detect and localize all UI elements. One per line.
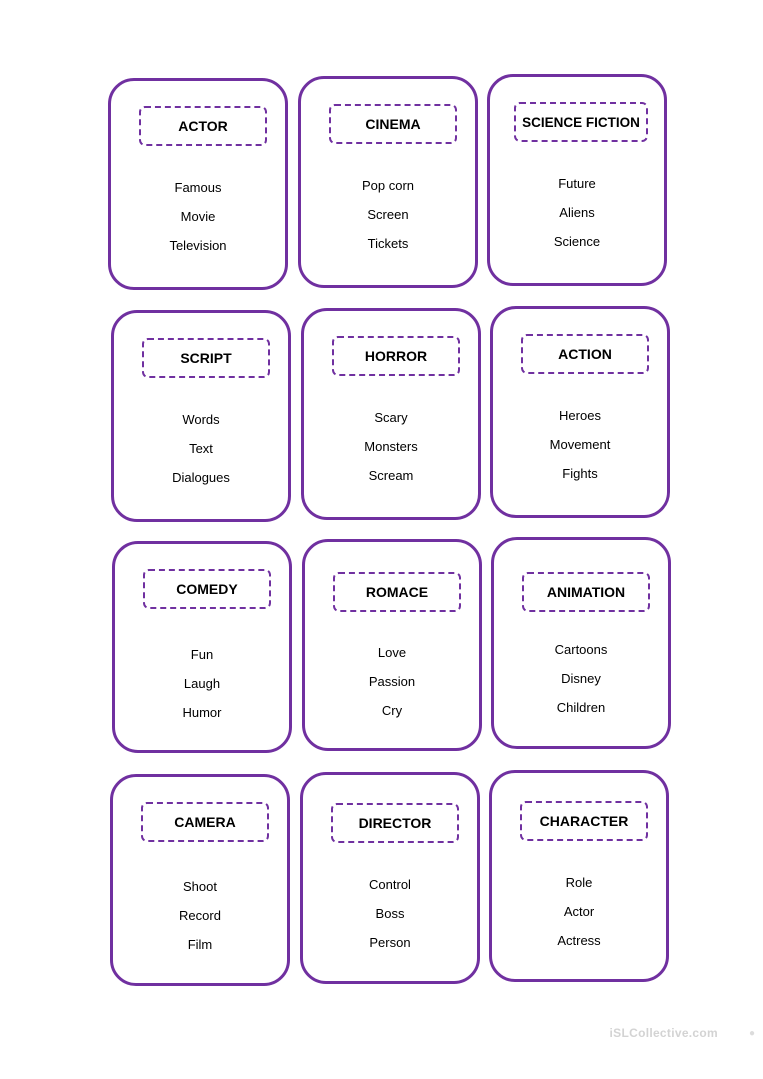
- card-word: Role: [565, 875, 593, 890]
- card-word: Actress: [557, 933, 601, 948]
- card-word: Control: [369, 877, 411, 892]
- card-action: [490, 306, 670, 518]
- card-word: Cry: [381, 703, 403, 718]
- card-title: COMEDY: [143, 569, 271, 609]
- card-word: Heroes: [559, 408, 601, 423]
- card-character: [489, 770, 669, 982]
- card-title: CINEMA: [329, 104, 457, 144]
- card-word: Aliens: [559, 205, 595, 220]
- card-science-fiction: [487, 74, 667, 286]
- card-romace: [302, 539, 482, 751]
- card-words: [304, 410, 478, 497]
- card-words: [493, 408, 667, 495]
- card-word: Love: [377, 645, 407, 660]
- card-word: Laugh: [183, 676, 221, 691]
- card-title: ACTION: [521, 334, 649, 374]
- card-camera: [110, 774, 290, 986]
- card-word: Film: [187, 937, 213, 952]
- card-word: Person: [369, 935, 411, 950]
- card-word: Scary: [374, 410, 408, 425]
- card-word: Record: [179, 908, 221, 923]
- card-script: [111, 310, 291, 522]
- card-word: Screen: [367, 207, 409, 222]
- card-words: [303, 877, 477, 964]
- card-animation: [491, 537, 671, 749]
- card-word: Scream: [368, 468, 414, 483]
- card-word: Cartoons: [554, 642, 608, 657]
- card-title: CHARACTER: [520, 801, 648, 841]
- card-word: Movement: [549, 437, 611, 452]
- card-word: Actor: [563, 904, 595, 919]
- card-word: Famous: [174, 180, 222, 195]
- card-word: Boss: [375, 906, 405, 921]
- card-word: Fun: [190, 647, 214, 662]
- watermark: iSLCollective.com: [609, 1026, 718, 1040]
- card-words: [301, 178, 475, 265]
- card-actor: [108, 78, 288, 290]
- card-word: Monsters: [364, 439, 418, 454]
- card-words: [115, 647, 289, 734]
- card-words: [305, 645, 479, 732]
- card-title: ANIMATION: [522, 572, 650, 612]
- card-horror: [301, 308, 481, 520]
- card-comedy: [112, 541, 292, 753]
- card-word: Passion: [368, 674, 416, 689]
- card-title: ACTOR: [139, 106, 267, 146]
- card-words: [114, 412, 288, 499]
- card-title: DIRECTOR: [331, 803, 459, 843]
- card-word: Television: [169, 238, 227, 253]
- card-words: [494, 642, 668, 729]
- card-word: Disney: [561, 671, 601, 686]
- card-word: Pop corn: [361, 178, 415, 193]
- card-word: Children: [556, 700, 606, 715]
- card-title: SCIENCE FICTION: [514, 102, 648, 142]
- card-words: [113, 879, 287, 966]
- card-word: Future: [558, 176, 596, 191]
- card-word: Words: [182, 412, 220, 427]
- card-word: Text: [189, 441, 213, 456]
- card-word: Humor: [182, 705, 222, 720]
- card-title: CAMERA: [141, 802, 269, 842]
- card-word: Dialogues: [172, 470, 230, 485]
- card-word: Shoot: [183, 879, 217, 894]
- card-director: [300, 772, 480, 984]
- card-word: Tickets: [367, 236, 409, 251]
- card-title: ROMACE: [333, 572, 461, 612]
- card-word: Fights: [562, 466, 598, 481]
- card-cinema: [298, 76, 478, 288]
- card-title: HORROR: [332, 336, 460, 376]
- card-words: [492, 875, 666, 962]
- card-words: [111, 180, 285, 267]
- watermark-dot-icon: ●: [748, 1028, 755, 1039]
- card-words: [490, 176, 664, 263]
- card-word: Science: [553, 234, 601, 249]
- card-title: SCRIPT: [142, 338, 270, 378]
- card-word: Movie: [180, 209, 216, 224]
